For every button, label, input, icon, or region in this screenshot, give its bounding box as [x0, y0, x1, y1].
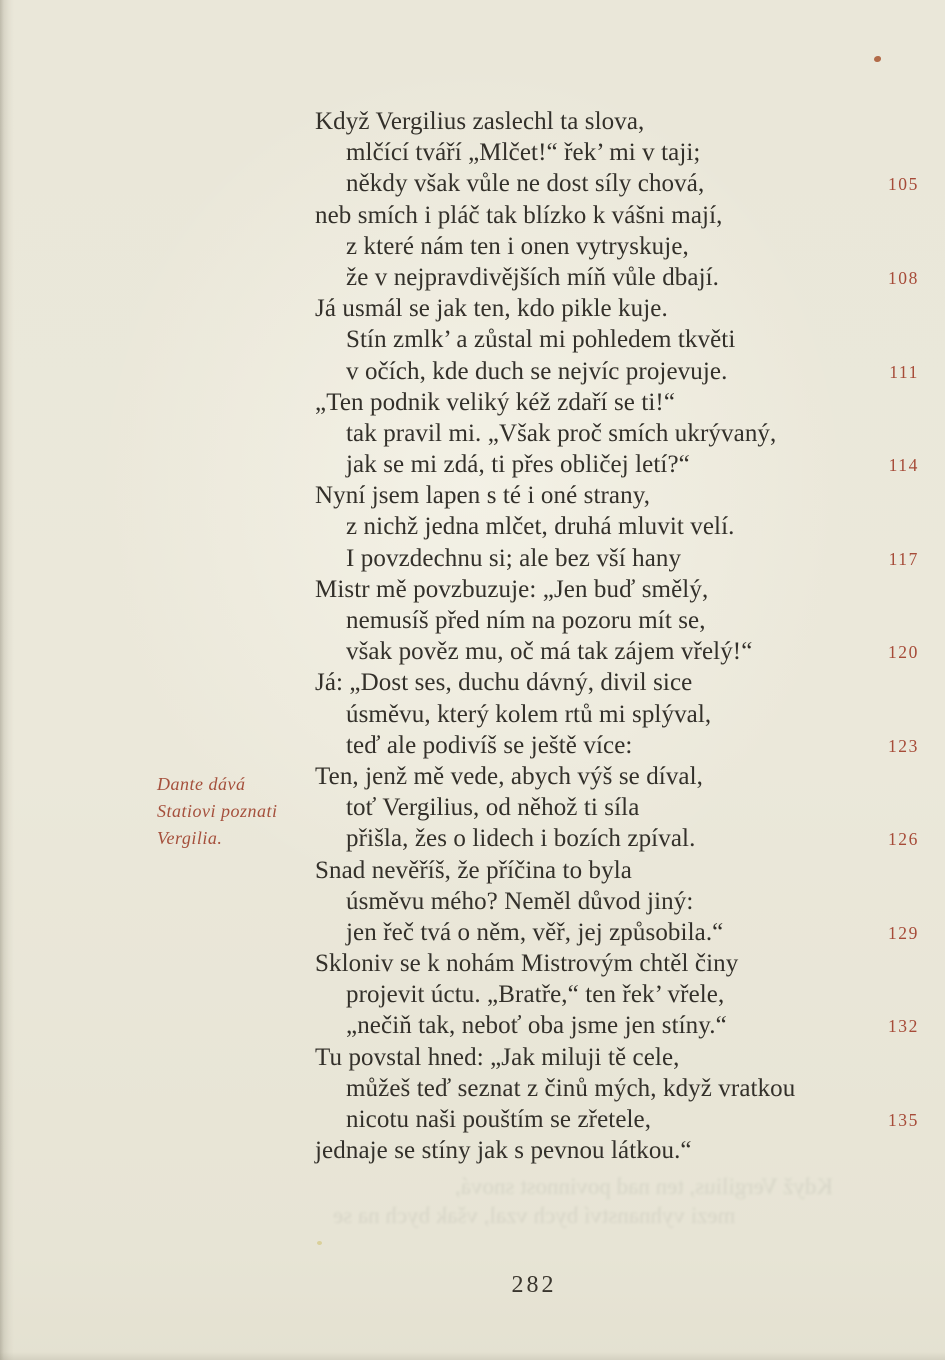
verse-text: Já: „Dost ses, duchu dávný, divil sice [315, 669, 693, 697]
verse-number: 114 [888, 455, 919, 476]
verse-text: někdy však vůle ne dost síly chová, [346, 170, 705, 198]
poem-line [315, 1104, 919, 1135]
poem-text-block [315, 106, 919, 1166]
poem-line [315, 1073, 919, 1104]
verse-text: nemusíš před ním na pozoru mít se, [346, 607, 706, 634]
verse-text: úsměvu, který kolem rtů mi splýval, [346, 700, 712, 728]
poem-line [315, 855, 919, 886]
verse-number: 135 [887, 1110, 919, 1130]
verse-number: 120 [887, 642, 919, 663]
poem-line [315, 324, 919, 355]
poem-line [315, 917, 919, 948]
poem-line [315, 699, 919, 730]
page-left-edge-shadow [0, 0, 14, 1360]
poem-line [315, 200, 919, 231]
poem-line [315, 636, 919, 667]
verse-text: teď ale podivíš se ještě více: [346, 731, 633, 759]
margin-note-line: Statiovi poznati [157, 801, 278, 821]
verse-text: Nyní jsem lapen s té i oné strany, [315, 482, 651, 510]
verse-text: tak pravil mi. „Však proč smích ukrývaný, [346, 419, 777, 447]
poem-line [315, 137, 919, 168]
poem-line [315, 761, 919, 792]
poem-line [315, 823, 919, 854]
poem-line [315, 356, 919, 387]
verse-text: jak se mi zdá, ti přes obličej letí?“ [346, 451, 690, 479]
verse-text: nicotu naši pouštím se zřetele, [346, 1106, 652, 1133]
poem-line [315, 231, 919, 262]
poem-line [315, 1010, 919, 1041]
verse-text: jednaje se stíny jak s pevnou látkou.“ [315, 1137, 692, 1165]
poem-line [315, 106, 919, 137]
poem-line [315, 730, 919, 761]
margin-note-line: Dante dává [157, 774, 246, 794]
verse-text: Tu povstal hned: „Jak miluji tě cele, [315, 1043, 680, 1071]
poem-line [315, 667, 919, 698]
verse-text: projevit úctu. „Bratře,“ ten řek’ vřele, [346, 981, 725, 1009]
poem-line [315, 418, 919, 449]
verse-text: Snad nevěříš, že příčina to byla [315, 856, 632, 884]
poem-line [315, 480, 919, 511]
poem-line [315, 574, 919, 605]
verse-text: Skloniv se k nohám Mistrovým chtěl činy [315, 950, 739, 978]
verse-number: 123 [887, 735, 919, 756]
verse-number: 126 [887, 829, 919, 850]
verse-number: 132 [887, 1016, 919, 1037]
poem-line [315, 168, 919, 199]
verse-text: Stín zmlk’ a zůstal mi pohledem tkvěti [346, 326, 736, 354]
verse-text: I povzdechnu si; ale bez vší hany [346, 544, 682, 572]
verse-text: „nečiň tak, neboť oba jsme jen stíny.“ [346, 1012, 727, 1040]
verse-text: v očích, kde duch se nejvíc projevuje. [346, 357, 728, 385]
verse-text: z nichž jedna mlčet, druhá mluvit velí. [346, 513, 735, 541]
verse-text: přišla, žes o lidech i bozích zpíval. [346, 825, 696, 853]
poem-line [315, 886, 919, 917]
verse-text: jen řeč tvá o něm, věř, jej způsobila.“ [346, 918, 724, 946]
verse-text: neb smích i pláč tak blízko k vášni mají, [315, 201, 723, 229]
poem-line [315, 262, 919, 293]
verse-text: Mistr mě povzbuzuje: „Jen buď smělý, [315, 575, 709, 603]
poem-line [315, 293, 919, 324]
verse-text: mlčící tváří „Mlčet!“ řek’ mi v taji; [346, 139, 701, 167]
verse-text: Ten, jenž mě vede, abych výš se díval, [315, 762, 704, 790]
verse-number: 117 [888, 548, 919, 569]
margin-note-line: Vergilia. [157, 828, 223, 848]
verse-number: 105 [887, 174, 919, 195]
verse-text: však pověz mu, oč má tak zájem vřelý!“ [346, 638, 753, 666]
verse-text: úsměvu mého? Neměl důvod jiný: [346, 887, 694, 915]
verse-text: můžeš teď seznat z činů mých, když vratkou [346, 1074, 796, 1102]
poem-line [315, 605, 919, 636]
page-number: 282 [511, 1272, 557, 1298]
verse-text: Když Vergilius zaslechl ta slova, [315, 108, 645, 135]
poem-line [315, 979, 919, 1010]
poem-line [315, 948, 919, 979]
verse-number: 129 [887, 922, 919, 943]
poem-line [315, 387, 919, 418]
paper-speck [317, 1241, 322, 1245]
show-through-line: Když Vergilius, ten nad povinnost snová, [455, 1174, 833, 1199]
poem-line [315, 1135, 919, 1166]
verse-number: 108 [887, 267, 919, 288]
poem-line [315, 792, 919, 823]
paper-speck [874, 56, 881, 62]
show-through-line: mezi vyhnanství bych vzal, však bych na se [333, 1203, 736, 1228]
poem-line [315, 511, 919, 542]
verse-text: že v nejpravdivějších míň vůle dbají. [346, 263, 720, 291]
verse-text: „Ten podnik veliký kéž zdaří se ti!“ [315, 388, 676, 416]
page-bottom-edge-shadow [0, 1352, 945, 1360]
margin-note [157, 771, 278, 852]
verse-text: Já usmál se jak ten, kdo pikle kuje. [315, 295, 668, 323]
verse-text: z které nám ten i onen vytryskuje, [346, 232, 689, 260]
poem-line [315, 449, 919, 480]
verse-text: toť Vergilius, od něhož ti síla [346, 794, 640, 822]
poem-line [315, 1042, 919, 1073]
verse-number: 111 [889, 361, 919, 382]
poem-line [315, 543, 919, 574]
